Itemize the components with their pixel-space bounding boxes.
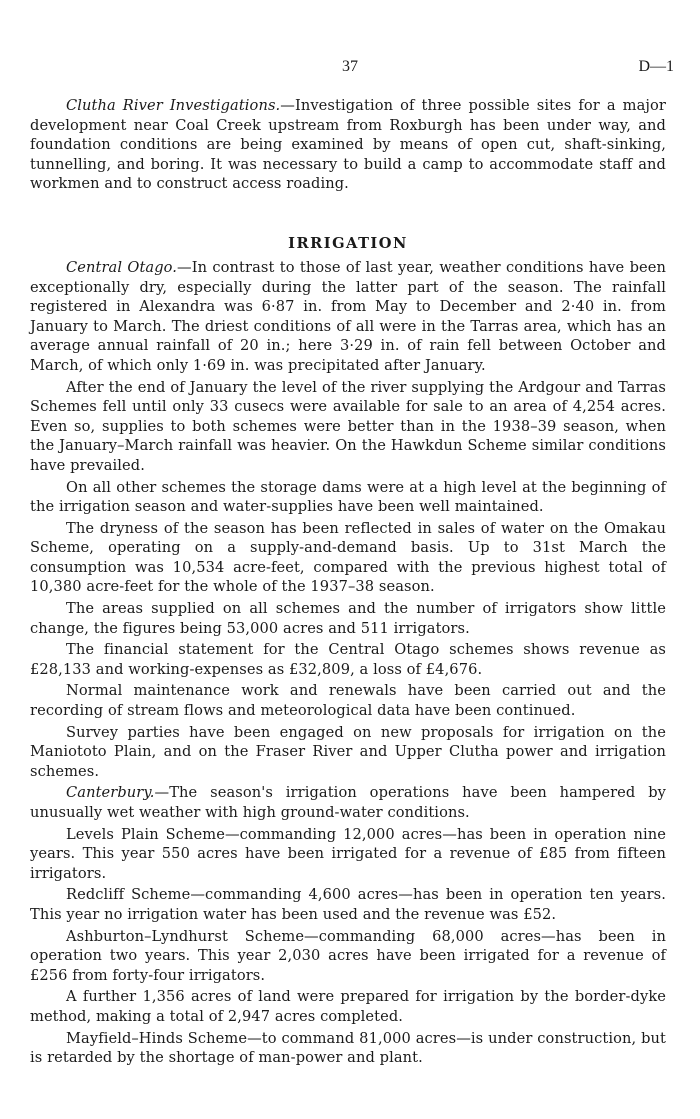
- central-otago-paragraph-8: Survey parties have been engaged on new proposals for irrigation on the Maniototo Plain, and on the Fraser River and Upper Clutha power and irrigation schemes.: [30, 723, 666, 780]
- clutha-text: —Investigation of three possible sites for a major development near Coal Creek upstream from Roxburgh has been under way, and foundation conditions are being examined by means of open cut, shaft-sinking, tunnelling, and boring. It was necessary to build a camp to accommodate staff and workmen and to construct access roading.: [30, 97, 666, 193]
- page-number: 37: [342, 58, 358, 75]
- central-otago-paragraph-1: [30, 258, 666, 376]
- canterbury-paragraph-3: Redcliff Scheme—commanding 4,600 acres—has been in operation ten years. This year no irrigation water has been used and the revenue was £52.: [30, 886, 666, 923]
- central-otago-paragraph-5: The areas supplied on all schemes and the number of irrigators show little change, the figures being 53,000 acres and 511 irrigators.: [30, 600, 666, 637]
- central-otago-title: Central Otago.: [66, 258, 178, 276]
- central-otago-paragraph-6: The financial statement for the Central Otago schemes shows revenue as £28,133 and working-expenses as £32,809, a loss of £4,676.: [30, 641, 666, 678]
- section-spacer: [30, 196, 666, 234]
- central-otago-paragraph-7: Normal maintenance work and renewals have been carried out and the recording of stream flows and meteorological data have been continued.: [30, 682, 666, 720]
- canterbury-paragraph-4: Ashburton–Lyndhurst Scheme—commanding 68,000 acres—has been in operation two years. This year 2,030 acres have been irrigated for a revenue of £256 from forty-four irrigators.: [30, 927, 666, 984]
- central-otago-paragraph-4: The dryness of the season has been reflected in sales of water on the Omakau Scheme, operating on a supply-and-demand basis. Up to 31st March the consumption was 10,534 acre-feet, compared with the previous highest total of 10,380 acre-feet for the whole of the 1937–38 season.: [30, 519, 666, 596]
- central-otago-paragraph-3: On all other schemes the storage dams were at a high level at the beginning of the irrigation season and water-supplies have been well maintained.: [30, 478, 666, 516]
- canterbury-text-1: —The season's irrigation operations have been hampered by unusually wet weather with high ground-water conditions.: [30, 784, 666, 821]
- clutha-title: Clutha River Investigations.: [66, 97, 281, 114]
- section-heading-irrigation: IRRIGATION: [288, 234, 408, 252]
- page-content: [30, 96, 666, 1070]
- document-reference: D—1: [638, 58, 674, 75]
- page-header: [0, 58, 700, 78]
- central-otago-paragraph-2: After the end of January the level of the river supplying the Ardgour and Tarras Schemes fell until only 33 cusecs were available for sale to an area of 4,254 acres. Even so, supplies to both schemes were better than in the 1938–39 season, when the January–March rainfall was heavier. On the Hawkdun Scheme similar conditions have prevailed.: [30, 378, 666, 474]
- canterbury-paragraph-2: Levels Plain Scheme—commanding 12,000 acres—has been in operation nine years. This year 550 acres have been irrigated for a revenue of £85 from fifteen irrigators.: [30, 825, 666, 882]
- central-otago-text-1: —In contrast to those of last year, weather conditions have been exceptionally dry, especially during the latter part of the season. The rainfall registered in Alexandra was 6·87 in. from May to December and 2·40 in. from January to March. The driest conditions of all were in the Tarras area, which has an average annual rainfall of 20 in.; here 3·29 in. of rain fell between October and March, of which only 1·69 in. was precipitated after January.: [30, 258, 666, 374]
- canterbury-paragraph-5: A further 1,356 acres of land were prepared for irrigation by the border-dyke method, making a total of 2,947 acres completed.: [30, 988, 666, 1025]
- canterbury-paragraph-1: [30, 783, 666, 822]
- canterbury-title: Canterbury.: [66, 784, 155, 802]
- canterbury-paragraph-6: Mayfield–Hinds Scheme—to command 81,000 acres—is under construction, but is retarded by the shortage of man-power and plant.: [30, 1029, 666, 1067]
- clutha-paragraph: [30, 96, 666, 194]
